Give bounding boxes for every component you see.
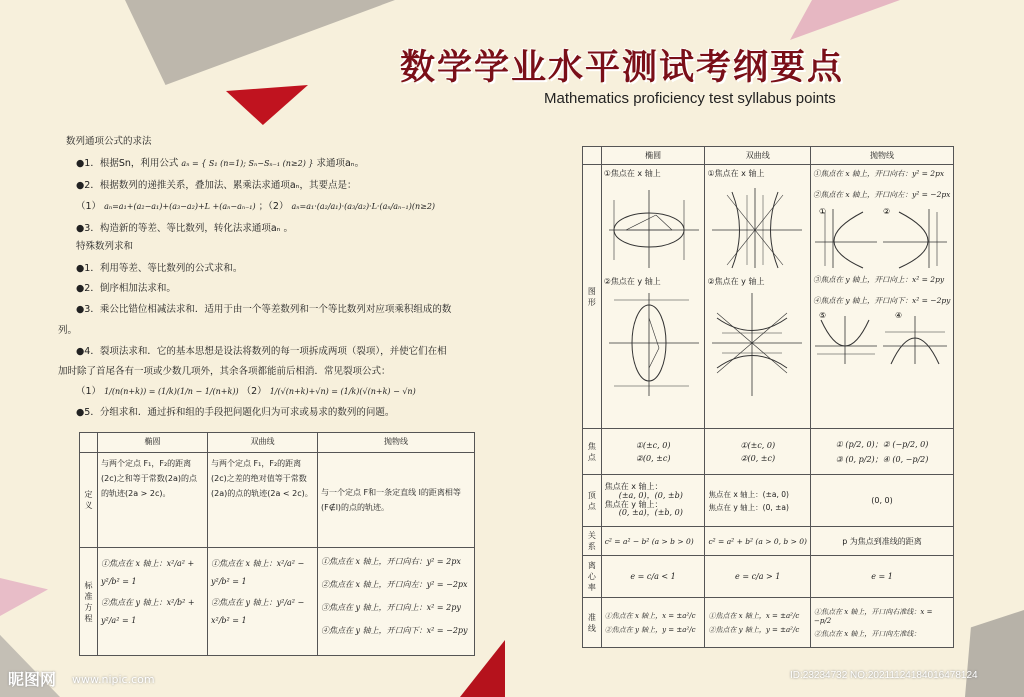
parabola-eq-4: ④焦点在 y 轴上，开口向下：x² = −2py	[321, 626, 468, 635]
hyperbola-eq-y: ②焦点在 y 轴上：y²/a² − x²/b² = 1	[211, 598, 305, 625]
col-hyperbola-right: 双曲线	[705, 147, 811, 165]
parabola-graphs	[811, 165, 954, 429]
row-vertex-label: 顶点	[583, 475, 602, 527]
parabola-eq-2: ②焦点在 x 轴上，开口向左：y² = −2px	[321, 580, 468, 589]
svg-text:①: ①	[819, 207, 827, 216]
hyperbola-graphs	[705, 165, 811, 429]
hyperbola-focus-2: ②(0, ±c)	[740, 453, 776, 463]
ellipse-focus	[601, 429, 705, 475]
ellipse-relation: c² = a² − b² (a > b > 0)	[601, 527, 705, 556]
ellipse-vertex	[601, 475, 705, 527]
item-1-tail: 求通项aₙ。	[316, 158, 365, 169]
hyperbola-vertex-2: 焦点在 y 轴上：(0, ±a)	[708, 502, 789, 512]
parabola-directrix-1: ①焦点在 x 轴上，开口向右准线：x = −p/2	[814, 607, 933, 625]
svg-text:②: ②	[883, 207, 891, 216]
parabola-lr-graphs	[813, 204, 951, 270]
hyperbola-y-graph	[707, 288, 805, 400]
parabola-equations	[318, 548, 475, 656]
formula-label-2: ；（2）	[258, 201, 289, 212]
conic-definition-table	[79, 432, 475, 656]
row-definition-label: 定义	[80, 453, 98, 548]
hyperbola-eq-x: ①焦点在 x 轴上：x²/a² − y²/b² = 1	[211, 559, 305, 586]
hyperbola-equations	[208, 548, 318, 656]
parabola-focus-1: ① (p/2, 0)；② (−p/2, 0)	[835, 439, 929, 449]
ellipse-vertex-3: 焦点在 y 轴上：	[604, 499, 663, 509]
split-label-1: （1）	[76, 386, 102, 397]
ellipse-vertex-4: (0, ±a)，(±b, 0)	[618, 508, 683, 518]
heading-special-sums: 特殊数列求和	[76, 241, 134, 252]
parabola-graph-caption-4: ④焦点在 y 轴上，开口向下：x² = −2py	[813, 296, 951, 305]
sum-item-3-cont: 列。	[58, 325, 78, 336]
ellipse-definition: 与两个定点 F₁，F₂的距离(2c)之和等于常数(2a)的点的轨迹(2a > 2c)。	[98, 453, 208, 548]
parabola-relation: p 为焦点到准线的距离	[811, 527, 954, 556]
parabola-eq-1: ①焦点在 x 轴上，开口向右：y² = 2px	[321, 557, 461, 566]
parabola-graph-caption-3: ③焦点在 y 轴上，开口向上：x² = 2py	[813, 275, 945, 284]
hyperbola-focus	[705, 429, 811, 475]
watermark-url: www.nipic.com	[72, 673, 155, 686]
sum-item-3: ●3．乘公比错位相减法求和．适用于由一个等差数列和一个等比数列对应项乘积组成的数	[76, 304, 452, 315]
hyperbola-focus-1: ①(±c, 0)	[740, 440, 776, 450]
page-title: 数学学业水平测试考纲要点	[400, 48, 845, 88]
hyperbola-directrix-2: ②焦点在 y 轴上，y = ±a²/c	[708, 625, 800, 634]
item-3: ●3．构造新的等差、等比数列，转化法求通项aₙ 。	[76, 223, 293, 234]
sum-item-1: ●1．利用等差、等比数列的公式求和。	[76, 263, 243, 274]
sum-item-2: ●2．倒序相加法求和。	[76, 283, 176, 294]
ellipse-directrix	[601, 598, 705, 648]
row-relation-label: 关系	[583, 527, 602, 556]
ellipse-x-graph	[604, 180, 702, 270]
ellipse-equations	[98, 548, 208, 656]
ellipse-focus-1: ①(±c, 0)	[635, 440, 671, 450]
item-2-formulas	[76, 202, 435, 212]
hyperbola-x-graph	[707, 180, 805, 270]
item-1	[76, 159, 364, 169]
split-formula-2: 1/(√(n+k)+√n) = (1/k)(√(n+k) − √n)	[269, 387, 416, 396]
decor-triangle-gray	[125, 0, 395, 85]
watermark-brand: 昵图网	[8, 670, 57, 689]
page-subtitle: Mathematics proficiency test syllabus points	[544, 90, 836, 107]
decor-triangle-pink	[790, 0, 900, 40]
formula-2: aₙ=a₁·(a₂/a₁)·(a₃/a₂)·L·(aₙ/aₙ₋₁)(n≥2)	[291, 202, 436, 211]
hyperbola-relation: c² = a² + b² (a > 0, b > 0)	[705, 527, 811, 556]
row-eccentricity-label: 离心率	[583, 556, 602, 598]
split-formula-1: 1/(n(n+k)) = (1/k)(1/n − 1/(n+k))	[104, 387, 239, 396]
sum-item-4: ●4．裂项法求和．它的基本思想是设法将数列的每一项拆成两项（裂项），并使它们在相	[76, 346, 447, 357]
item-2: ●2．根据数列的递推关系，叠加法、累乘法求通项aₙ，其要点是：	[76, 180, 357, 191]
parabola-focus	[811, 429, 954, 475]
hyperbola-directrix	[705, 598, 811, 648]
parabola-directrix	[811, 598, 954, 648]
ellipse-eq-x: ①焦点在 x 轴上：x²/a² + y²/b² = 1	[101, 559, 195, 586]
row-equation-label: 标准方程	[80, 548, 98, 656]
svg-text:⑤: ⑤	[819, 311, 827, 320]
parabola-directrix-2: ②焦点在 x 轴上，开口向左准线：	[814, 629, 921, 638]
parabola-ud-graphs	[813, 308, 951, 366]
ellipse-vertex-1: 焦点在 x 轴上：	[604, 481, 663, 491]
sum-item-4-cont: 加时除了首尾各有一项或少数几项外，其余各项都能前后相消．常见裂项公式：	[58, 366, 391, 377]
item-1-text: ●1．根据Sn，利用公式	[76, 158, 179, 169]
ellipse-eq-y: ②焦点在 y 轴上：x²/b² + y²/a² = 1	[101, 598, 195, 625]
col-ellipse-right: 椭圆	[601, 147, 705, 165]
hyperbola-eccentricity: e = c/a > 1	[705, 556, 811, 598]
svg-text:④: ④	[895, 311, 903, 320]
hyperbola-graph-y-caption: ②焦点在 y 轴上	[707, 277, 765, 286]
conic-properties-table	[582, 146, 954, 648]
row-focus-label: 焦点	[583, 429, 602, 475]
parabola-eq-3: ③焦点在 y 轴上，开口向上：x² = 2py	[321, 603, 461, 612]
sum-item-5: ●5．分组求和．通过拆和组的手段把问题化归为可求或易求的数列的问题。	[76, 407, 395, 418]
col-hyperbola: 双曲线	[208, 433, 318, 453]
item-1-formula: aₙ = { S₁ (n=1); Sₙ−Sₙ₋₁ (n≥2) }	[181, 159, 314, 168]
hyperbola-vertex	[705, 475, 811, 527]
row-graph-label: 图形	[583, 165, 602, 429]
parabola-vertex: (0, 0)	[811, 475, 954, 527]
corner-cell	[80, 433, 98, 453]
col-parabola: 抛物线	[318, 433, 475, 453]
formula-label-1: （1）	[76, 201, 102, 212]
parabola-graph-caption-1: ①焦点在 x 轴上，开口向右：y² = 2px	[813, 169, 945, 178]
corner-cell-right	[583, 147, 602, 165]
hyperbola-definition: 与两个定点 F₁，F₂的距离(2c)之差的绝对值等于常数(2a)的点的轨迹(2a < 2c)。	[208, 453, 318, 548]
ellipse-directrix-1: ①焦点在 x 轴上，x = ±a²/c	[604, 611, 696, 620]
decor-triangle-pink-left	[0, 578, 48, 616]
parabola-focus-2: ③ (0, p/2)；④ (0, −p/2)	[835, 454, 929, 464]
split-label-2: （2）	[241, 386, 267, 397]
watermark-id: ID:23234732 NO:20211124184016478124	[790, 670, 978, 681]
ellipse-y-graph	[604, 288, 702, 400]
hyperbola-directrix-1: ①焦点在 x 轴上，x = ±a²/c	[708, 611, 800, 620]
sum-item-4-formulas	[76, 387, 416, 397]
decor-triangle-red	[226, 85, 308, 125]
formula-1: aₙ=a₁+(a₂−a₁)+(a₃−a₂)+L +(aₙ−aₙ₋₁)	[104, 202, 256, 211]
ellipse-directrix-2: ②焦点在 y 轴上，y = ±a²/c	[604, 625, 696, 634]
ellipse-graphs	[601, 165, 705, 429]
hyperbola-vertex-1: 焦点在 x 轴上：(±a, 0)	[708, 489, 789, 499]
heading-general-term: 数列通项公式的求法	[66, 136, 152, 147]
hyperbola-graph-x-caption: ①焦点在 x 轴上	[707, 169, 765, 178]
ellipse-eccentricity: e = c/a < 1	[601, 556, 705, 598]
parabola-graph-caption-2: ②焦点在 x 轴上，开口向左：y² = −2px	[813, 190, 951, 199]
ellipse-graph-x-caption: ①焦点在 x 轴上	[603, 169, 661, 178]
col-parabola-right: 抛物线	[811, 147, 954, 165]
decor-triangle-gray-right	[965, 610, 1024, 697]
col-ellipse: 椭圆	[98, 433, 208, 453]
ellipse-vertex-2: (±a, 0)，(0, ±b)	[618, 490, 683, 500]
parabola-definition: 与一个定点 F和一条定直线 l的距离相等(F∉l)的点的轨迹。	[318, 453, 475, 548]
parabola-eccentricity: e = 1	[811, 556, 954, 598]
row-directrix-label: 准线	[583, 598, 602, 648]
ellipse-graph-y-caption: ②焦点在 y 轴上	[603, 277, 661, 286]
ellipse-focus-2: ②(0, ±c)	[635, 453, 671, 463]
